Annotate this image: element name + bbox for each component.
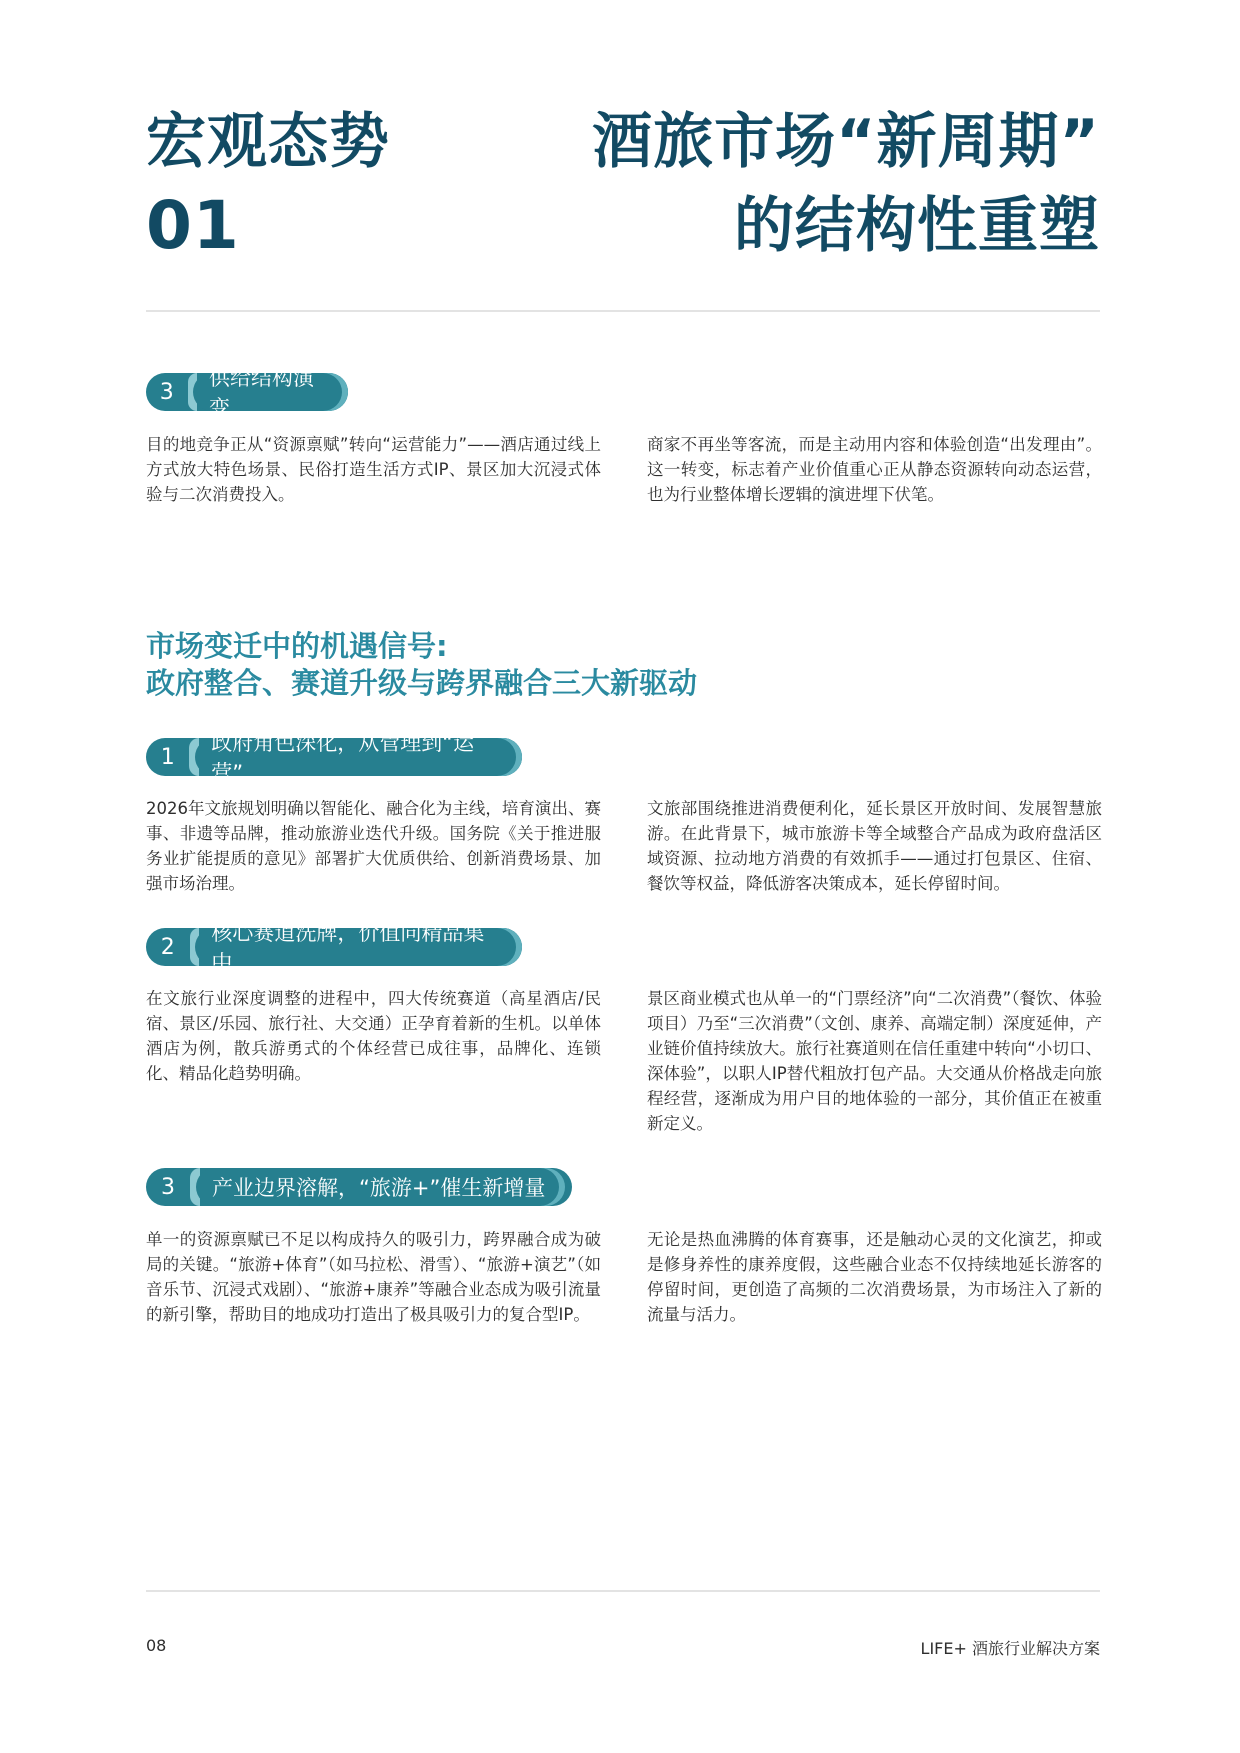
pill-industry-boundary bbox=[146, 1168, 572, 1206]
pill-number: 1 bbox=[160, 744, 175, 770]
intro-left-paragraph: 目的地竞争正从“资源禀赋”转向“运营能力”——酒店通过线上方式放大特色场景、民俗打造生活方式IP、景区加大沉浸式体验与二次消费投入。 bbox=[146, 435, 601, 504]
section-title: 宏观态势 bbox=[146, 107, 390, 177]
footer-divider bbox=[146, 1590, 1100, 1592]
pill-core-track bbox=[146, 921, 522, 975]
block2-left-paragraph: 在文旅行业深度调整的进程中，四大传统赛道（高星酒店/民宿、景区/乐园、旅行社、大交通）正孕育着新的生机。以单体酒店为例，散兵游勇式的个体经营已成往事，品牌化、连锁化、精品化趋势明确。 bbox=[146, 989, 601, 1083]
headline-block bbox=[592, 100, 1100, 268]
block1-right-paragraph: 文旅部围绕推进消费便利化，延长景区开放时间、发展智慧旅游。在此背景下，城市旅游卡等全域整合产品成为政府盘活区域资源、拉动地方消费的有效抓手——通过打包景区、住宿、餐饮等权益，降低游客决策成本，延长停留时间。 bbox=[647, 799, 1102, 893]
header-divider bbox=[146, 310, 1100, 312]
section-title-block bbox=[146, 100, 390, 268]
intro-right-paragraph: 商家不再坐等客流，而是主动用内容和体验创造“出发理由”。这一转变，标志着产业价值重心正从静态资源转向动态运营，也为行业整体增长逻辑的演进埋下伏笔。 bbox=[647, 435, 1102, 504]
pill-number: 3 bbox=[161, 1174, 175, 1200]
pill-label: 供给结构演变 bbox=[193, 373, 348, 411]
block3-right-paragraph: 无论是热血沸腾的体育赛事，还是触动心灵的文化演艺，抑或是修身养性的康养度假，这些融合业态不仅持续地延长游客的停留时间，更创造了高频的二次消费场景，为市场注入了新的流量与活力。 bbox=[647, 1230, 1102, 1324]
document-title: LIFE+ 酒旅行业解决方案 bbox=[920, 1639, 1100, 1658]
headline-line-2: 的结构性重塑 bbox=[734, 191, 1100, 261]
block2-right-paragraph: 景区商业模式也从单一的“门票经济”向“二次消费”（餐饮、体验项目）乃至“三次消费”（文创、康养、高端定制）深度延伸，产业链价值持续放大。旅行社赛道则在信任重建中转向“小切口、深体验”，以职人IP替代粗放打包产品。大交通从价格战走向旅程经营，逐渐成为用户目的地体验的一部分，其价值正在被重新定义。 bbox=[647, 989, 1102, 1133]
pill-label: 产业边界溶解，“旅游+”催生新增量 bbox=[196, 1168, 565, 1206]
pill-number: 2 bbox=[160, 934, 175, 960]
pill-government-role bbox=[146, 731, 522, 785]
subheading-line-1: 市场变迁中的机遇信号: bbox=[146, 629, 448, 663]
pill-label: 政府角色深化，从管理到“运营” bbox=[195, 738, 522, 776]
block3-left-paragraph: 单一的资源禀赋已不足以构成持久的吸引力，跨界融合成为破局的关键。“旅游+体育”（如马拉松、滑雪）、“旅游+演艺”（如音乐节、沉浸式戏剧）、“旅游+康养”等融合业态成为吸引流量的新引擎，帮助目的地成功打造出了极具吸引力的复合型IP。 bbox=[146, 1230, 601, 1324]
block1-left-paragraph: 2026年文旅规划明确以智能化、融合化为主线，培育演出、赛事、非遗等品牌，推动旅游业迭代升级。国务院《关于推进服务业扩能提质的意见》部署扩大优质供给、创新消费场景、加强市场治理。 bbox=[146, 799, 601, 893]
headline-line-1: 酒旅市场“新周期” bbox=[592, 107, 1100, 177]
page-number: 08 bbox=[146, 1636, 167, 1655]
pill-number: 3 bbox=[159, 379, 174, 405]
section-number: 01 bbox=[146, 187, 240, 264]
opportunity-subheading bbox=[146, 628, 697, 702]
subheading-line-2: 政府整合、赛道升级与跨界融合三大新驱动 bbox=[146, 666, 698, 700]
pill-label: 核心赛道洗牌，价值向精品集中 bbox=[195, 928, 522, 966]
pill-supply-structure bbox=[146, 366, 348, 420]
